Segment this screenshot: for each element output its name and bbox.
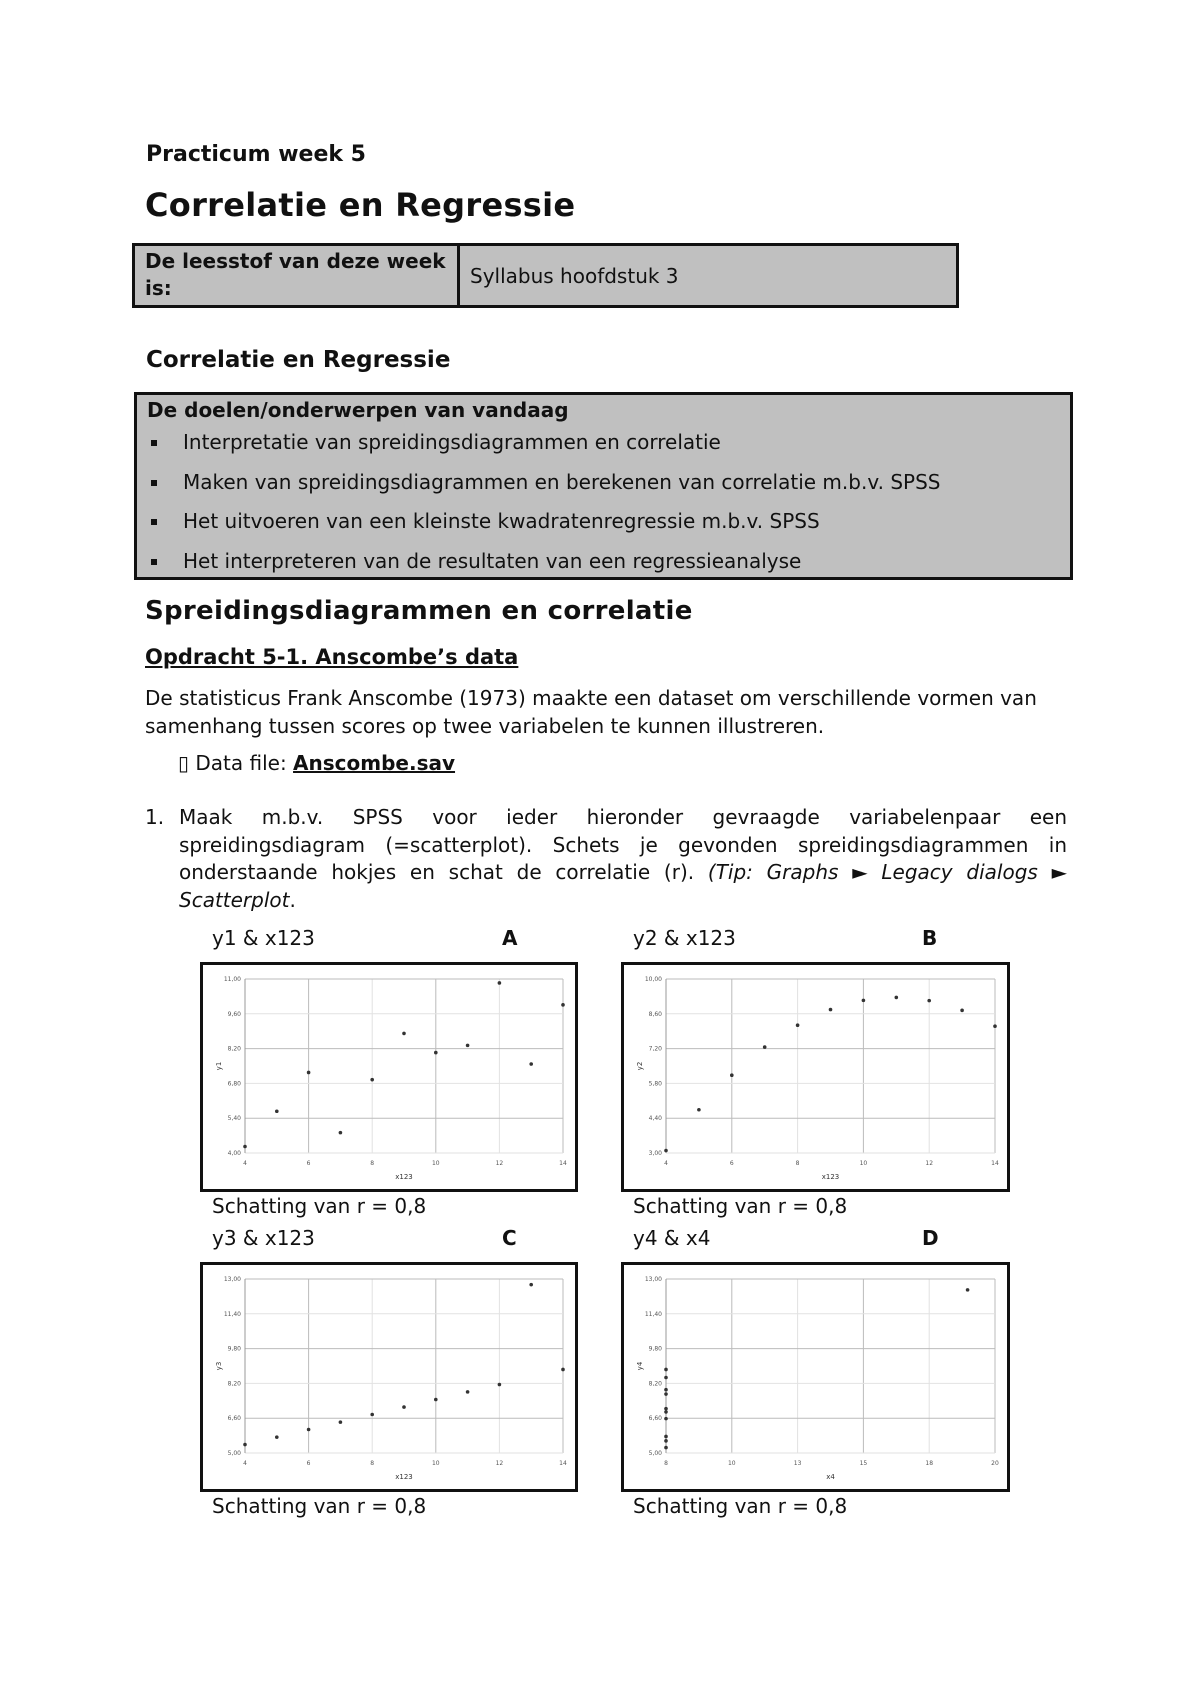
datafile-prefix: Data file: <box>189 751 294 775</box>
data-point <box>243 1443 247 1447</box>
data-point <box>339 1131 343 1135</box>
scatterplot-svg <box>624 965 1007 1189</box>
data-point <box>960 1009 964 1013</box>
data-point <box>529 1283 533 1287</box>
instruction-text <box>179 804 1067 914</box>
plot-letter-d: D <box>922 1226 939 1250</box>
y-axis-title: y3 <box>215 1361 223 1371</box>
y-tick-label: 8,20 <box>648 1380 662 1388</box>
data-point <box>664 1435 668 1439</box>
data-point <box>796 1023 800 1027</box>
data-point <box>307 1428 311 1432</box>
y-tick-label: 11,00 <box>223 976 241 983</box>
reading-label: De leesstof van deze week is: <box>135 246 460 305</box>
scatterplot-svg <box>203 1265 575 1489</box>
x-axis-title: x4 <box>826 1473 835 1481</box>
section-title: Correlatie en Regressie <box>146 347 451 373</box>
goal-item: Het uitvoeren van een kleinste kwadratenregressie m.b.v. SPSS <box>147 502 1060 542</box>
x-tick-label: 14 <box>991 1160 999 1167</box>
data-point <box>275 1435 279 1439</box>
data-point <box>466 1390 470 1394</box>
estimate-a: Schatting van r = 0,8 <box>212 1194 427 1218</box>
goals-box <box>134 392 1073 580</box>
x-tick-label: 4 <box>243 1160 247 1167</box>
data-point <box>498 1383 502 1387</box>
x-axis-title: x123 <box>395 1173 413 1181</box>
data-point <box>466 1044 470 1048</box>
x-tick-label: 6 <box>306 1460 311 1467</box>
instruction-body: Maak m.b.v. SPSS voor ieder hieronder gevraagde variabelenpaar een spreidingsdiagram (=scatterplot). Schets je gevonden spreidingsdiagrammen in onderstaande hokjes en schat de correlatie (r). <box>179 805 1067 884</box>
file-icon: ▯ <box>178 751 190 775</box>
data-point <box>243 1145 247 1149</box>
x-tick-label: 8 <box>664 1460 668 1467</box>
assignment-heading: Opdracht 5-1. Anscombe’s data <box>145 645 519 669</box>
data-point <box>370 1078 374 1082</box>
y-tick-label: 9,80 <box>227 1345 241 1353</box>
y-tick-label: 5,00 <box>648 1450 662 1457</box>
x-tick-label: 6 <box>306 1160 311 1167</box>
x-tick-label: 12 <box>495 1160 504 1167</box>
x-tick-label: 6 <box>729 1160 734 1167</box>
y-tick-label: 9,60 <box>227 1010 241 1018</box>
data-point <box>664 1410 668 1414</box>
y-axis-title: y1 <box>215 1061 223 1071</box>
data-point <box>498 981 502 985</box>
x-tick-label: 8 <box>370 1460 375 1467</box>
x-tick-label: 18 <box>925 1460 934 1467</box>
y-tick-label: 11,40 <box>223 1310 241 1318</box>
data-point <box>862 999 866 1003</box>
practicum-week-label: Practicum week 5 <box>146 142 366 167</box>
page-title: Correlatie en Regressie <box>145 186 576 224</box>
x-axis-title: x123 <box>395 1473 413 1481</box>
y-tick-label: 5,80 <box>648 1080 662 1088</box>
x-tick-label: 10 <box>859 1160 868 1167</box>
estimate-c: Schatting van r = 0,8 <box>212 1494 427 1518</box>
estimate-d: Schatting van r = 0,8 <box>633 1494 848 1518</box>
scatterplot-svg <box>203 965 575 1189</box>
goals-title: De doelen/onderwerpen van vandaag <box>147 398 569 422</box>
intro-paragraph: De statisticus Frank Anscombe (1973) maakte een dataset om verschillende vormen van samenhang tussen scores op twee variabelen te kunnen illustreren. <box>145 686 1037 738</box>
data-point <box>307 1071 311 1075</box>
data-point <box>927 999 931 1003</box>
datafile-link[interactable]: Anscombe.sav <box>293 751 456 775</box>
y-axis-title: y4 <box>636 1361 644 1371</box>
data-point <box>966 1288 970 1292</box>
plot-label-b: y2 & x123 <box>633 926 736 950</box>
y-tick-label: 10,00 <box>644 976 662 983</box>
data-point <box>370 1413 374 1417</box>
y-tick-label: 4,00 <box>227 1150 241 1157</box>
data-point <box>664 1446 668 1450</box>
x-tick-label: 14 <box>559 1460 567 1467</box>
x-tick-label: 4 <box>243 1460 247 1467</box>
data-point <box>697 1108 701 1112</box>
y-tick-label: 13,00 <box>644 1276 662 1283</box>
x-tick-label: 15 <box>859 1460 868 1467</box>
data-point <box>993 1024 997 1028</box>
data-point <box>339 1420 343 1424</box>
data-point <box>402 1032 406 1036</box>
scatterplot-a <box>200 962 578 1192</box>
goal-item: Het interpreteren van de resultaten van een regressieanalyse <box>147 542 1060 582</box>
goal-item: Maken van spreidingsdiagrammen en berekenen van correlatie m.b.v. SPSS <box>147 463 1060 503</box>
scatterplot-b <box>621 962 1010 1192</box>
y-tick-label: 3,00 <box>648 1150 662 1157</box>
y-tick-label: 7,20 <box>648 1045 662 1053</box>
plot-label-c: y3 & x123 <box>212 1226 315 1250</box>
plot-label-d: y4 & x4 <box>633 1226 711 1250</box>
data-point <box>664 1439 668 1443</box>
x-tick-label: 8 <box>795 1160 800 1167</box>
estimate-b: Schatting van r = 0,8 <box>633 1194 848 1218</box>
scatterplot-c <box>200 1262 578 1492</box>
x-tick-label: 12 <box>925 1160 934 1167</box>
data-point <box>434 1051 438 1055</box>
x-tick-label: 10 <box>431 1160 440 1167</box>
scatter-section-heading: Spreidingsdiagrammen en correlatie <box>145 596 693 626</box>
plot-letter-a: A <box>502 926 518 950</box>
scatterplot-svg <box>624 1265 1007 1489</box>
data-point <box>664 1388 668 1392</box>
y-tick-label: 6,60 <box>648 1415 662 1423</box>
data-point <box>664 1376 668 1380</box>
x-tick-label: 20 <box>991 1460 999 1467</box>
x-tick-label: 14 <box>559 1160 567 1167</box>
x-tick-label: 4 <box>664 1160 668 1167</box>
data-point <box>664 1407 668 1411</box>
data-point <box>763 1045 767 1049</box>
data-point <box>434 1398 438 1402</box>
data-point <box>895 996 899 1000</box>
x-tick-label: 8 <box>370 1160 375 1167</box>
data-point <box>561 1003 565 1007</box>
instruction-end: . <box>289 887 296 912</box>
data-point <box>730 1073 734 1077</box>
y-tick-label: 5,40 <box>227 1115 241 1123</box>
data-point <box>561 1368 565 1372</box>
y-tick-label: 4,40 <box>648 1115 662 1123</box>
y-tick-label: 8,60 <box>648 1010 662 1018</box>
data-point <box>402 1405 406 1409</box>
plot-letter-b: B <box>922 926 938 950</box>
x-tick-label: 10 <box>431 1460 440 1467</box>
datafile-line <box>178 751 455 775</box>
goal-item: Interpretatie van spreidingsdiagrammen en correlatie <box>147 423 1060 463</box>
y-axis-title: y2 <box>636 1061 644 1071</box>
x-axis-title: x123 <box>821 1173 840 1181</box>
plot-letter-c: C <box>502 1226 517 1250</box>
x-tick-label: 13 <box>793 1460 802 1467</box>
data-point <box>664 1392 668 1396</box>
instruction-item <box>145 804 1067 914</box>
y-tick-label: 8,20 <box>227 1380 241 1388</box>
y-tick-label: 13,00 <box>223 1276 241 1283</box>
scatterplot-d <box>621 1262 1010 1492</box>
reading-table <box>132 243 959 308</box>
data-point <box>275 1109 279 1113</box>
data-point <box>664 1368 668 1372</box>
y-tick-label: 6,60 <box>227 1415 241 1423</box>
x-tick-label: 12 <box>495 1460 504 1467</box>
data-point <box>529 1062 533 1066</box>
y-tick-label: 9,80 <box>648 1345 662 1353</box>
plot-label-a: y1 & x123 <box>212 926 315 950</box>
data-point <box>664 1149 668 1153</box>
x-tick-label: 10 <box>727 1460 736 1467</box>
reading-value: Syllabus hoofdstuk 3 <box>470 263 679 288</box>
instruction-tip: (Tip: Graphs ► Legacy dialogs ► Scatterplot <box>179 860 1067 912</box>
y-tick-label: 11,40 <box>644 1310 662 1318</box>
instruction-number: 1. <box>145 805 165 829</box>
y-tick-label: 8,20 <box>227 1045 241 1053</box>
y-tick-label: 5,00 <box>227 1450 241 1457</box>
data-point <box>829 1008 833 1012</box>
y-tick-label: 6,80 <box>227 1080 241 1088</box>
data-point <box>664 1417 668 1421</box>
